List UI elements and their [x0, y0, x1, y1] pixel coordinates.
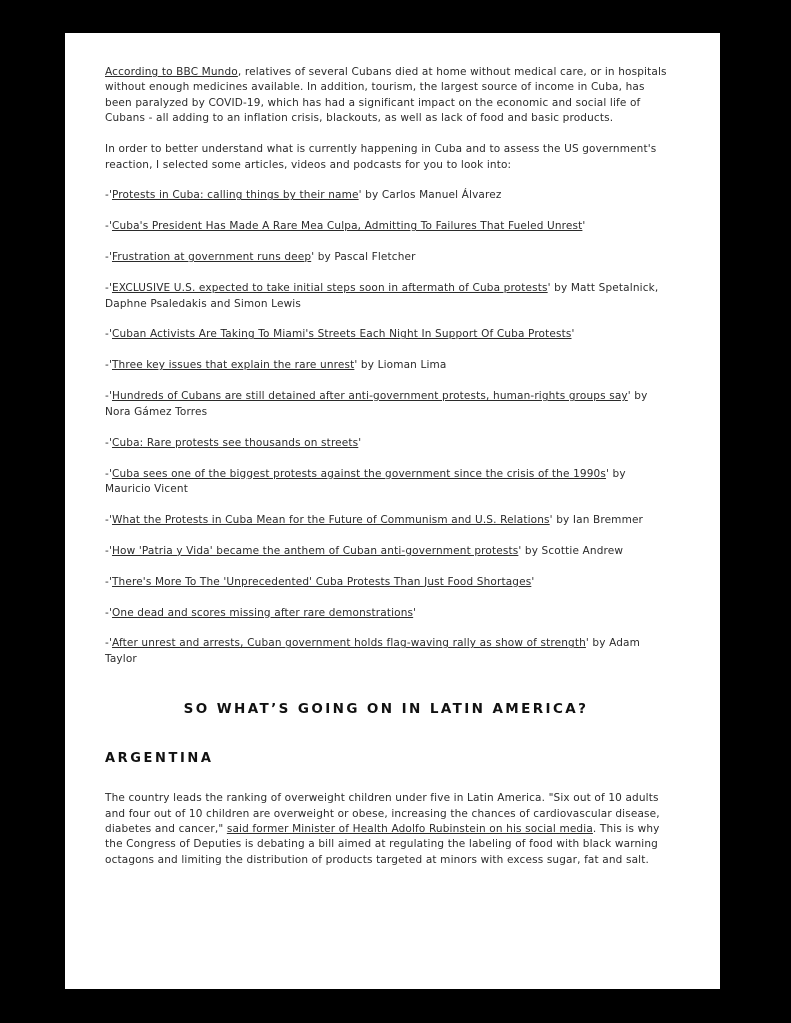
- article-prefix: -': [105, 436, 112, 449]
- article-prefix: -': [105, 606, 112, 619]
- article-prefix: -': [105, 544, 112, 557]
- article-prefix: -': [105, 467, 112, 480]
- article-item: [105, 544, 667, 559]
- article-prefix: -': [105, 328, 112, 341]
- article-item: [105, 575, 667, 590]
- section-heading: SO WHAT’S GOING ON IN LATIN AMERICA?: [183, 701, 589, 718]
- article-link[interactable]: One dead and scores missing after rare demonstrations: [111, 606, 414, 619]
- article-item: [105, 513, 667, 528]
- article-byline: ' by Scottie Andrew: [518, 544, 624, 557]
- article-prefix: -': [105, 513, 112, 526]
- article-byline: ' by Carlos Manuel Álvarez: [358, 189, 502, 202]
- article-prefix: -': [105, 189, 112, 202]
- article-byline: ' by Matt Spetalnick, Daphne Psaledakis and Simon Lewis: [105, 282, 659, 310]
- article-item: [105, 389, 667, 420]
- article-item: [105, 250, 667, 265]
- article-byline: ': [413, 606, 417, 619]
- article-prefix: -': [105, 390, 112, 403]
- article-byline: ': [531, 575, 535, 588]
- article-item: [105, 358, 667, 373]
- article-item: [105, 219, 667, 234]
- article-link[interactable]: Protests in Cuba: calling things by their name: [111, 189, 359, 202]
- article-byline: ' by Pascal Fletcher: [311, 251, 416, 264]
- article-link[interactable]: Cuba sees one of the biggest protests against the government since the crisis of the 1990s: [111, 467, 607, 480]
- article-prefix: -': [105, 637, 112, 650]
- document-page: [65, 33, 720, 989]
- article-item: [105, 636, 667, 667]
- intro-paragraph-1: [105, 65, 667, 127]
- article-link[interactable]: How 'Patria y Vida' became the anthem of Cuban anti-government protests: [111, 544, 519, 557]
- article-link[interactable]: Cuban Activists Are Taking To Miami's Streets Each Night In Support Of Cuba Protests: [111, 328, 572, 341]
- article-prefix: -': [105, 220, 112, 233]
- article-prefix: -': [105, 575, 112, 588]
- article-byline: ' by Lioman Lima: [354, 359, 447, 372]
- article-byline: ' by Mauricio Vicent: [105, 467, 626, 495]
- article-link[interactable]: EXCLUSIVE U.S. expected to take initial steps soon in aftermath of Cuba protests: [111, 282, 548, 295]
- article-item: [105, 436, 667, 451]
- article-list: [105, 188, 667, 667]
- page-content: [105, 65, 667, 868]
- intro-paragraph-1-text: , relatives of several Cubans died at home without medical care, or in hospitals without enough medicines available. In addition, tourism, the largest source of income in Cuba, has been paralyzed by COVID-19, which has had a significant impact on the economic and social life of Cubans - all adding to an inflation crisis, blackouts, as well as lack of food and basic products.: [105, 66, 667, 125]
- article-link[interactable]: Three key issues that explain the rare unrest: [111, 359, 355, 372]
- article-link[interactable]: Cuba's President Has Made A Rare Mea Culpa, Admitting To Failures That Fueled Unrest: [111, 220, 583, 233]
- article-item: [105, 606, 667, 621]
- article-prefix: -': [105, 251, 112, 264]
- article-byline: ': [358, 436, 362, 449]
- article-item: [105, 327, 667, 342]
- article-byline: ': [571, 328, 575, 341]
- article-link[interactable]: What the Protests in Cuba Mean for the Future of Communism and U.S. Relations: [111, 513, 550, 526]
- argentina-text-after: . This is why the Congress of Deputies is debating a bill aimed at regulating the labeling of food with black warning octagons and limiting the distribution of products targeted at minors with excess sugar, fat and salt.: [105, 823, 660, 866]
- article-byline: ' by Nora Gámez Torres: [105, 390, 648, 418]
- argentina-text-before: The country leads the ranking of overweight children under five in Latin America. "Six out of 10 adults and four out of 10 children are overweight or obese, increasing the chances of cardiovascular disease, diabetes and cancer,": [105, 792, 660, 836]
- argentina-heading: ARGENTINA: [105, 751, 214, 767]
- article-link[interactable]: After unrest and arrests, Cuban government holds flag-waving rally as show of strength: [111, 637, 586, 650]
- article-prefix: -': [105, 282, 112, 295]
- article-link[interactable]: Hundreds of Cubans are still detained after anti-government protests, human-rights groups say: [111, 390, 628, 403]
- rubinstein-social-media-link[interactable]: said former Minister of Health Adolfo Rubinstein on his social media: [226, 823, 593, 836]
- bbc-mundo-link[interactable]: According to BBC Mundo: [105, 66, 238, 78]
- article-prefix: -': [105, 359, 112, 372]
- article-link[interactable]: Frustration at government runs deep: [111, 251, 312, 264]
- article-byline: ' by Adam Taylor: [105, 637, 641, 665]
- argentina-paragraph: [105, 791, 667, 868]
- intro-paragraph-2: In order to better understand what is currently happening in Cuba and to assess the US government's reaction, I selected some articles, videos and podcasts for you to look into:: [105, 143, 657, 171]
- article-item: [105, 188, 667, 203]
- article-item: [105, 281, 667, 312]
- article-byline: ' by Ian Bremmer: [549, 513, 644, 526]
- article-item: [105, 467, 667, 498]
- article-byline: ': [582, 220, 586, 233]
- article-link[interactable]: There's More To The 'Unprecedented' Cuba Protests Than Just Food Shortages: [111, 575, 532, 588]
- article-link[interactable]: Cuba: Rare protests see thousands on streets: [111, 436, 359, 449]
